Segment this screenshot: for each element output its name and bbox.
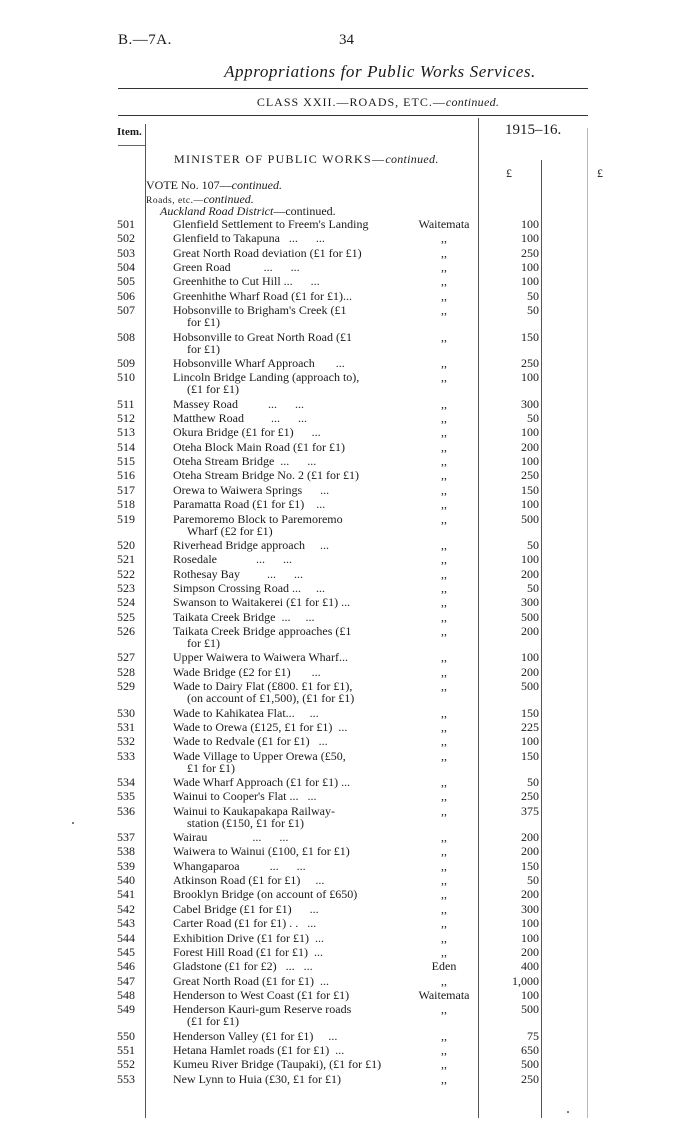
- item-column-header: Item.: [117, 126, 142, 138]
- road-district: ,,: [441, 719, 447, 734]
- road-district: ,,: [441, 566, 447, 581]
- item-number: 516: [117, 468, 135, 483]
- item-description: Wainui to Cooper's Flat ... ...: [173, 789, 317, 804]
- item-amount: 250: [521, 1071, 539, 1086]
- item-amount: 200: [521, 624, 539, 638]
- item-amount: 50: [527, 411, 539, 425]
- road-district: ,,: [441, 482, 447, 497]
- item-description: Wade Wharf Approach (£1 for £1) ...: [173, 774, 351, 789]
- item-number: 506: [117, 288, 135, 303]
- item-description: Lincoln Bridge Landing (approach to),: [173, 370, 360, 385]
- item-number: 511: [117, 396, 135, 411]
- item-number: 546: [117, 959, 135, 974]
- item-description: Wade Bridge (£2 for £1) ...: [173, 664, 321, 679]
- item-amount: 100: [521, 274, 539, 289]
- item-amount: 150: [521, 482, 539, 497]
- item-amount: 100: [521, 454, 539, 469]
- item-number: 504: [117, 260, 135, 275]
- item-description: Atkinson Road (£1 for £1) ...: [173, 873, 325, 888]
- document-reference: B.—7A.: [118, 32, 172, 48]
- item-description: Whangaparoa ... ...: [173, 858, 306, 873]
- item-amount: 250: [521, 355, 539, 370]
- district-heading-text: Auckland Road District: [160, 204, 274, 218]
- item-description: Oteha Stream Bridge ... ...: [173, 454, 317, 469]
- item-description: Rothesay Bay ... ...: [173, 566, 303, 581]
- class-heading-continued: continued.: [445, 95, 500, 109]
- road-district: ,,: [441, 873, 447, 888]
- item-amount: 100: [521, 260, 539, 275]
- road-district: ,,: [441, 260, 447, 275]
- item-number: 512: [117, 411, 135, 425]
- road-district: ,,: [441, 734, 447, 749]
- item-number: 510: [117, 370, 135, 385]
- item-description: Forest Hill Road (£1 for £1) ...: [173, 944, 323, 959]
- item-amount: 250: [521, 789, 539, 804]
- road-district: ,,: [441, 858, 447, 873]
- item-description-continuation: for £1): [187, 341, 220, 356]
- item-number: 545: [117, 944, 135, 959]
- item-description: Matthew Road ... ...: [173, 411, 307, 425]
- item-description-continuation: for £1): [187, 636, 220, 650]
- item-description: Oteha Stream Bridge No. 2 (£1 for £1): [173, 468, 359, 483]
- item-amount: 200: [521, 439, 539, 454]
- item-description: Wairau ... ...: [173, 830, 289, 844]
- road-district: ,,: [441, 789, 447, 804]
- road-district: ,,: [441, 497, 447, 512]
- road-district: ,,: [441, 580, 447, 595]
- item-number: 502: [117, 231, 135, 246]
- item-description: Hobsonville to Brigham's Creek (£1: [173, 303, 347, 318]
- item-number: 540: [117, 873, 135, 888]
- item-number: 537: [117, 830, 135, 844]
- road-district: ,,: [441, 370, 447, 385]
- road-district: ,,: [441, 439, 447, 454]
- minister-heading-text: MINISTER OF PUBLIC WORKS—: [174, 152, 386, 166]
- item-description: Henderson to West Coast (£1 for £1): [173, 987, 350, 1002]
- road-district: Waitemata: [418, 987, 470, 1002]
- item-amount: 100: [521, 217, 539, 231]
- item-description: Carter Road (£1 for £1) . . ...: [173, 916, 317, 931]
- item-description: Oteha Block Main Road (£1 for £1): [173, 439, 345, 454]
- road-district: ,,: [441, 552, 447, 567]
- item-description: Orewa to Waiwera Springs ...: [173, 482, 330, 497]
- item-amount: 300: [521, 396, 539, 411]
- class-heading-text: CLASS XXII.—ROADS, ETC.—: [256, 95, 446, 109]
- item-number: 505: [117, 274, 135, 289]
- road-district: ,,: [441, 1028, 447, 1043]
- item-amount: 300: [521, 901, 539, 916]
- item-number: 539: [117, 858, 135, 873]
- item-amount: 100: [521, 552, 539, 567]
- item-amount: 100: [521, 734, 539, 749]
- road-district: ,,: [441, 650, 447, 665]
- item-number: 520: [117, 537, 135, 552]
- roads-heading-continued: continued.: [203, 192, 254, 206]
- road-district: ,,: [441, 411, 447, 425]
- item-amount: 100: [521, 987, 539, 1002]
- item-description: Wainui to Kaukapakapa Railway-: [173, 803, 335, 818]
- item-description-continuation: for £1): [187, 315, 220, 330]
- currency-symbol-1: £: [506, 166, 512, 180]
- item-description: Henderson Kauri-gum Reserve roads: [173, 1002, 352, 1017]
- road-district: ,,: [441, 595, 447, 610]
- item-number: 549: [117, 1002, 135, 1017]
- item-number: 513: [117, 425, 135, 440]
- item-amount: 500: [521, 609, 539, 624]
- road-district: ,,: [441, 844, 447, 859]
- item-number: 536: [117, 803, 135, 818]
- item-amount: 200: [521, 887, 539, 902]
- item-number: 535: [117, 789, 135, 804]
- item-description: Swanson to Waitakerei (£1 for £1) ...: [173, 595, 351, 610]
- road-district: ,,: [441, 916, 447, 931]
- item-description-continuation: (on account of £1,500), (£1 for £1): [187, 691, 355, 706]
- item-number: 501: [117, 217, 135, 231]
- item-number: 503: [117, 245, 135, 260]
- item-amount: 200: [521, 944, 539, 959]
- item-amount: 75: [527, 1028, 539, 1043]
- item-amount: 500: [521, 679, 539, 694]
- road-district: ,,: [441, 664, 447, 679]
- road-district: ,,: [441, 355, 447, 370]
- road-district: ,,: [441, 329, 447, 344]
- item-number: 518: [117, 497, 135, 512]
- item-description: Great North Road deviation (£1 for £1): [173, 245, 362, 260]
- item-number: 548: [117, 987, 135, 1002]
- item-number: 528: [117, 664, 135, 679]
- item-amount: 50: [527, 288, 539, 303]
- road-district: ,,: [441, 887, 447, 902]
- item-amount: 250: [521, 468, 539, 483]
- item-description: Taikata Creek Bridge approaches (£1: [173, 624, 352, 638]
- item-amount: 100: [521, 231, 539, 246]
- item-description-continuation: £1 for £1): [187, 760, 235, 775]
- item-description: Hetana Hamlet roads (£1 for £1) ...: [173, 1043, 345, 1057]
- item-number: 525: [117, 609, 135, 624]
- item-number: 542: [117, 901, 135, 916]
- item-description: Glenfield Settlement to Freem's Landing: [173, 217, 369, 231]
- item-amount: 100: [521, 650, 539, 665]
- road-district: ,,: [441, 944, 447, 959]
- roads-heading-text: Roads, etc.—: [146, 196, 204, 206]
- item-description: Great North Road (£1 for £1) ...: [173, 973, 329, 988]
- item-description: Kumeu River Bridge (Taupaki), (£1 for £1): [173, 1057, 382, 1072]
- item-amount: 1,000: [512, 973, 539, 988]
- road-district: ,,: [441, 245, 447, 260]
- item-number: 529: [117, 679, 135, 694]
- vote-heading-continued: continued.: [231, 178, 282, 192]
- item-number: 508: [117, 329, 135, 344]
- road-district: ,,: [441, 803, 447, 818]
- item-description: Taikata Creek Bridge ... ...: [173, 609, 315, 624]
- road-district: ,,: [441, 930, 447, 945]
- item-description: Paremoremo Block to Paremoremo: [173, 511, 343, 526]
- road-district: ,,: [441, 973, 447, 988]
- item-description: Hobsonville to Great North Road (£1: [173, 329, 352, 344]
- district-heading-continued: —continued.: [273, 204, 336, 218]
- road-district: ,,: [441, 454, 447, 469]
- item-number: 538: [117, 844, 135, 859]
- item-number: 519: [117, 511, 135, 526]
- item-number: 526: [117, 624, 135, 638]
- year-column-header: 1915–16.: [505, 122, 562, 138]
- item-number: 531: [117, 719, 135, 734]
- item-description-continuation: (£1 for £1): [187, 382, 239, 397]
- item-description: Hobsonville Wharf Approach ...: [173, 355, 345, 370]
- road-district: Eden: [431, 959, 457, 974]
- road-district: ,,: [441, 396, 447, 411]
- item-description: Wade to Dairy Flat (£800. £1 for £1),: [173, 679, 353, 694]
- item-amount: 100: [521, 916, 539, 931]
- item-amount: 250: [521, 245, 539, 260]
- item-number: 517: [117, 482, 135, 497]
- item-amount: 300: [521, 595, 539, 610]
- item-description: Waiwera to Wainui (£100, £1 for £1): [173, 844, 350, 859]
- item-description: Riverhead Bridge approach ...: [173, 537, 329, 552]
- item-number: 541: [117, 887, 135, 902]
- road-district: ,,: [441, 830, 447, 844]
- page-title: Appropriations for Public Works Services.: [224, 62, 536, 81]
- item-description-continuation: (£1 for £1): [187, 1014, 239, 1029]
- item-description: Green Road ... ...: [173, 260, 300, 275]
- vote-heading-text: VOTE No. 107—: [146, 178, 232, 192]
- minister-heading-continued: continued.: [385, 152, 439, 166]
- road-district: ,,: [441, 1043, 447, 1057]
- road-district: ,,: [441, 511, 447, 526]
- item-number: 509: [117, 355, 135, 370]
- item-amount: 200: [521, 566, 539, 581]
- item-description: Upper Waiwera to Waiwera Wharf...: [173, 650, 348, 665]
- item-description: New Lynn to Huia (£30, £1 for £1): [173, 1071, 341, 1086]
- item-description: Massey Road ... ...: [173, 396, 304, 411]
- item-amount: 500: [521, 511, 539, 526]
- item-amount: 150: [521, 748, 539, 763]
- item-number: 521: [117, 552, 135, 567]
- item-description: Wade Village to Upper Orewa (£50,: [173, 748, 346, 763]
- item-amount: 50: [527, 873, 539, 888]
- item-description: Brooklyn Bridge (on account of £650): [173, 887, 358, 902]
- road-district: ,,: [441, 748, 447, 763]
- road-district: ,,: [441, 468, 447, 483]
- item-amount: 200: [521, 664, 539, 679]
- road-district: ,,: [441, 274, 447, 289]
- item-number: 522: [117, 566, 135, 581]
- item-amount: 150: [521, 705, 539, 720]
- item-description: Wade to Redvale (£1 for £1) ...: [173, 734, 328, 749]
- item-description: Wade to Kahikatea Flat... ...: [173, 705, 319, 720]
- item-amount: 100: [521, 930, 539, 945]
- item-number: 527: [117, 650, 135, 665]
- item-number: 515: [117, 454, 135, 469]
- item-amount: 200: [521, 844, 539, 859]
- item-description: Glenfield to Takapuna ... ...: [173, 231, 325, 246]
- item-number: 550: [117, 1028, 135, 1043]
- item-description: Cabel Bridge (£1 for £1) ...: [173, 901, 319, 916]
- item-description: Exhibition Drive (£1 for £1) ...: [173, 930, 324, 945]
- item-number: 543: [117, 916, 135, 931]
- road-district: ,,: [441, 1057, 447, 1072]
- road-district: ,,: [441, 231, 447, 246]
- item-description: Okura Bridge (£1 for £1) ...: [173, 425, 321, 440]
- road-district: ,,: [441, 303, 447, 318]
- road-district: ,,: [441, 609, 447, 624]
- item-number: 532: [117, 734, 135, 749]
- item-description: Greenhithe Wharf Road (£1 for £1)...: [173, 288, 353, 303]
- item-description: Henderson Valley (£1 for £1) ...: [173, 1028, 338, 1043]
- item-description: Rosedale ... ...: [173, 552, 292, 567]
- item-number: 524: [117, 595, 135, 610]
- item-amount: 400: [521, 959, 539, 974]
- item-amount: 200: [521, 830, 539, 844]
- item-number: 551: [117, 1043, 135, 1057]
- road-district: ,,: [441, 537, 447, 552]
- item-description: Simpson Crossing Road ... ...: [173, 580, 326, 595]
- item-amount: 225: [521, 719, 539, 734]
- road-district: ,,: [441, 624, 447, 638]
- road-district: ,,: [441, 679, 447, 694]
- item-amount: 500: [521, 1057, 539, 1072]
- item-number: 514: [117, 439, 135, 454]
- road-district: ,,: [441, 288, 447, 303]
- item-description: Gladstone (£1 for £2) ... ...: [173, 959, 313, 974]
- item-description: Paramatta Road (£1 for £1) ...: [173, 497, 326, 512]
- road-district: ,,: [441, 1071, 447, 1086]
- item-amount: 375: [521, 803, 539, 818]
- item-number: 547: [117, 973, 135, 988]
- road-district: ,,: [441, 705, 447, 720]
- item-amount: 100: [521, 425, 539, 440]
- road-district: ,,: [441, 425, 447, 440]
- currency-symbol-2: £: [597, 166, 603, 180]
- item-number: 544: [117, 930, 135, 945]
- page-number: 34: [339, 32, 354, 48]
- item-amount: 100: [521, 370, 539, 385]
- item-amount: 100: [521, 497, 539, 512]
- item-description: Wade to Orewa (£125, £1 for £1) ...: [173, 719, 348, 734]
- item-amount: 150: [521, 858, 539, 873]
- item-amount: 50: [527, 774, 539, 789]
- item-amount: 50: [527, 303, 539, 318]
- item-amount: 50: [527, 537, 539, 552]
- item-description-continuation: Wharf (£2 for £1): [187, 523, 273, 538]
- item-number: 530: [117, 705, 135, 720]
- item-description: Greenhithe to Cut Hill ... ...: [173, 274, 320, 289]
- road-district: Waitemata: [418, 217, 470, 231]
- item-number: 523: [117, 580, 135, 595]
- item-number: 553: [117, 1071, 135, 1086]
- item-amount: 50: [527, 580, 539, 595]
- road-district: ,,: [441, 1002, 447, 1017]
- item-amount: 500: [521, 1002, 539, 1017]
- item-description-continuation: station (£150, £1 for £1): [187, 815, 304, 830]
- road-district: ,,: [441, 774, 447, 789]
- item-amount: 150: [521, 329, 539, 344]
- item-number: 507: [117, 303, 135, 318]
- road-district: ,,: [441, 901, 447, 916]
- item-amount: 650: [521, 1043, 539, 1057]
- item-number: 533: [117, 748, 135, 763]
- item-number: 534: [117, 774, 135, 789]
- item-number: 552: [117, 1057, 135, 1072]
